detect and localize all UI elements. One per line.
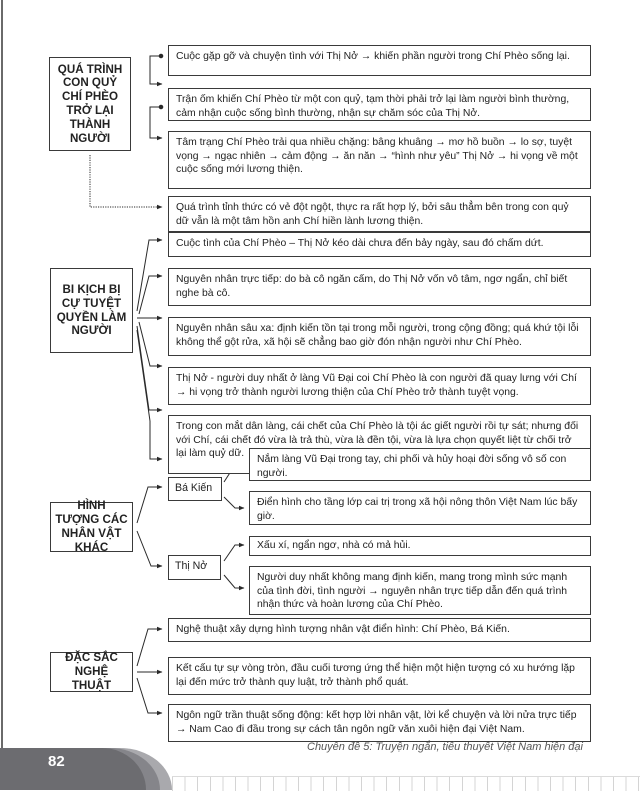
tragedy-item-1: Cuộc tình của Chí Phèo – Thị Nở kéo dài chưa đến bảy ngày, sau đó chấm dứt. — [168, 232, 591, 257]
tragedy-item-4: Thị Nở - người duy nhất ở làng Vũ Đại coi Chí Phèo là con người đã quay lưng với Chí → hi vọng trở thành người lương thiện của Chí Phèo trở thành tuyệt vọng. — [168, 367, 591, 405]
thi-no-item-2: Người duy nhất không mang định kiến, mang trong mình sức mạnh của tình đời, tình người → nguyên nhân trực tiếp dẫn đến quá trình nhận thức và hoàn lương của Chí Phèo. — [249, 566, 591, 615]
tragedy-item-5: Trong con mắt dân làng, cái chết của Chí Phèo là tội ác giết người rồi tự sát; nhưng đối với Chí, cái chết đó vừa là trả thù, vừa là đền tội, vừa là lựa chọn quyết liệt từ chối trở lại làm quỷ dữ. — [168, 415, 591, 474]
thi-no-item-1: Xấu xí, ngẩn ngơ, nhà có mả hủi. — [249, 536, 591, 556]
page-number: 82 — [48, 753, 65, 770]
redemption-item-3: Tâm trạng Chí Phèo trải qua nhiều chặng: bâng khuâng → mơ hồ buồn → lo sợ, tuyệt vọng → ngạc nhiên → cảm động → ăn năn → “hình như yêu” Thị Nở → hi vọng về một cuộc sống mới lương thiện. — [168, 131, 591, 189]
redemption-item-2: Trận ốm khiến Chí Phèo từ một con quỷ, tạm thời phải trở lại làm người bình thường, cảm nhận cuộc sống bình thường, nhận sự chăm sóc của Thị Nở. — [168, 88, 591, 121]
footer-ruler-decoration — [172, 776, 640, 791]
tragedy-item-2: Nguyên nhân trực tiếp: do bà cô ngăn cấm, do Thị Nở vốn vô tâm, ngơ ngẩn, chỉ biết nghe bà cô. — [168, 268, 591, 306]
page-footer — [0, 741, 640, 790]
artistry-item-1: Nghệ thuật xây dựng hình tượng nhân vật điển hình: Chí Phèo, Bá Kiến. — [168, 618, 591, 642]
artistry-item-2: Kết cấu tự sự vòng tròn, đầu cuối tương ứng thể hiện một hiện tượng có xu hướng lặp lại đến mức trở thành quy luật, trở thành phổ quát. — [168, 657, 591, 695]
section-label-artistry: ĐẶC SẮC NGHỆ THUẬT — [50, 652, 133, 692]
character-thi-no: Thị Nở — [168, 555, 221, 580]
character-ba-kien: Bá Kiến — [168, 477, 222, 501]
page-left-border — [1, 0, 3, 750]
artistry-item-3: Ngôn ngữ trần thuật sống động: kết hợp lời nhân vật, lời kể chuyện và lời nửa trực tiếp → Nam Cao đi đầu trong sự cách tân ngôn ngữ văn xuôi hiện đại Việt Nam. — [168, 704, 591, 742]
section-label-redemption: QUÁ TRÌNH CON QUỶ CHÍ PHÈO TRỞ LẠI THÀNH NGƯỜI — [49, 57, 131, 151]
ba-kien-item-2: Điển hình cho tầng lớp cai trị trong xã hội nông thôn Việt Nam lúc bấy giờ. — [249, 491, 591, 525]
tragedy-item-3: Nguyên nhân sâu xa: định kiến tồn tại trong mỗi người, trong cộng đồng; quá khứ tội lỗi không thể gột rửa, xã hội sẽ chẳng bao giờ đón nhận người như Chí Phèo. — [168, 317, 591, 356]
section-label-other-characters: HÌNH TƯỢNG CÁC NHÂN VẬT KHÁC — [50, 502, 133, 552]
redemption-item-4: Quá trình tỉnh thức có vẻ đột ngột, thực ra rất hợp lý, bởi sâu thẳm bên trong con quỷ dữ vẫn là một tâm hồn anh Chí hiền lành lương thiện. — [168, 196, 591, 232]
chapter-title: Chuyên đề 5: Truyện ngắn, tiểu thuyết Việt Nam hiện đại — [307, 741, 583, 753]
ba-kien-item-1: Nắm làng Vũ Đại trong tay, chi phối và hủy hoại đời sống vô số con người. — [249, 448, 591, 481]
redemption-item-1: Cuộc gặp gỡ và chuyện tình với Thị Nở → khiến phần người trong Chí Phèo sống lại. — [168, 45, 591, 76]
section-label-tragedy: BI KỊCH BỊ CỰ TUYỆT QUYỀN LÀM NGƯỜI — [50, 268, 133, 353]
footer-tab-dark — [0, 748, 146, 790]
